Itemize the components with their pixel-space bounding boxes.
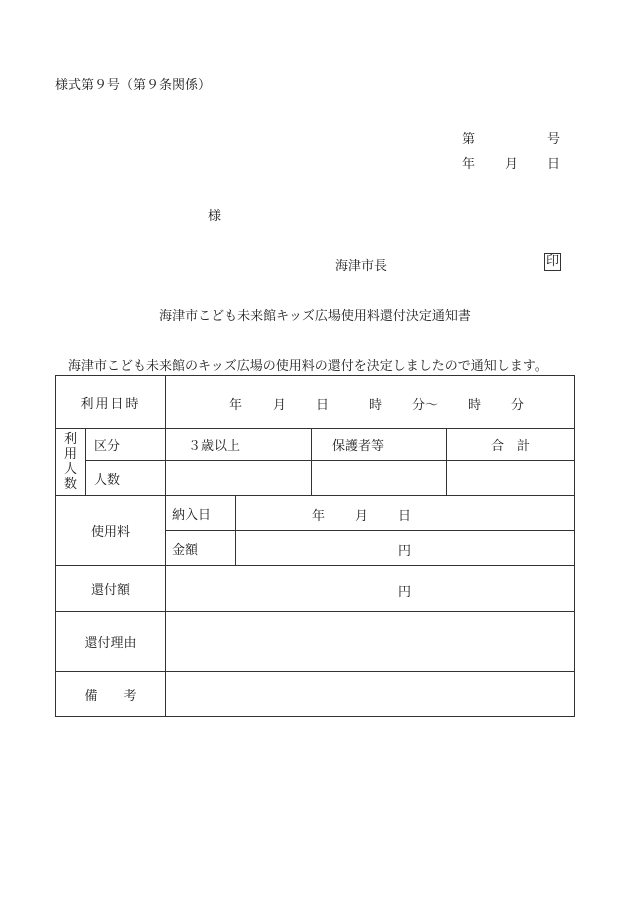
count-total-cell[interactable] <box>447 461 575 496</box>
remarks-cell[interactable] <box>166 672 575 717</box>
fee-label: 使用料 <box>56 496 166 566</box>
usage-minute-start: 分～ <box>412 398 439 413</box>
form-number: 様式第９号（第９条関係） <box>55 78 212 93</box>
date-year: 年 <box>462 157 476 172</box>
usage-day: 日 <box>316 398 330 413</box>
refund-amount-unit: 円 <box>398 584 412 600</box>
usage-datetime-value <box>166 376 575 429</box>
count-row <box>56 461 575 496</box>
refund-reason-row <box>56 612 575 672</box>
addressee-suffix: 様 <box>208 209 222 224</box>
remarks-label: 備 考 <box>56 672 166 717</box>
usage-month: 月 <box>273 398 287 413</box>
body-text: 海津市こども未来館のキッズ広場の使用料の還付を決定しましたので通知します。 <box>68 359 548 374</box>
date-day: 日 <box>547 157 561 172</box>
category-label: 区分 <box>86 429 166 461</box>
count-age3-cell[interactable] <box>166 461 312 496</box>
payment-day: 日 <box>398 509 412 524</box>
doc-number-suffix: 号 <box>547 132 561 147</box>
usage-datetime-row <box>56 376 575 429</box>
usage-hour-start: 時 <box>369 398 383 413</box>
category-total: 合 計 <box>447 429 575 461</box>
remarks-row <box>56 672 575 717</box>
usage-year: 年 <box>229 398 243 413</box>
users-label-char-4: 数 <box>63 477 77 492</box>
users-vertical-label <box>56 429 86 496</box>
category-row <box>56 429 575 461</box>
amount-label: 金額 <box>166 531 236 566</box>
refund-reason-label: 還付理由 <box>56 612 166 672</box>
usage-datetime-label: 利用日時 <box>56 376 166 429</box>
payment-date-value <box>236 496 575 531</box>
usage-minute-end: 分 <box>511 398 525 413</box>
refund-table <box>55 375 575 717</box>
payment-year: 年 <box>312 509 326 524</box>
refund-amount-row <box>56 566 575 612</box>
payment-date-label: 納入日 <box>166 496 236 531</box>
amount-value <box>236 531 575 566</box>
users-label-char-1: 利 <box>63 432 77 447</box>
refund-amount-value <box>166 566 575 612</box>
category-age3: ３歳以上 <box>166 429 312 461</box>
issuer-name: 海津市長 <box>335 259 388 274</box>
category-guardian: 保護者等 <box>312 429 447 461</box>
count-guardian-cell[interactable] <box>312 461 447 496</box>
date-month: 月 <box>505 157 519 172</box>
users-label-char-2: 用 <box>63 447 77 462</box>
count-label: 人数 <box>86 461 166 496</box>
amount-unit: 円 <box>398 544 412 559</box>
seal-mark <box>544 253 561 271</box>
payment-date-row <box>56 496 575 531</box>
seal-text: 印 <box>546 254 560 269</box>
document-title: 海津市こども未来館キッズ広場使用料還付決定通知書 <box>159 309 471 324</box>
payment-month: 月 <box>355 509 369 524</box>
users-label-char-3: 人 <box>63 462 77 477</box>
doc-number-prefix: 第 <box>462 132 476 147</box>
usage-hour-end: 時 <box>468 398 482 413</box>
refund-reason-cell[interactable] <box>166 612 575 672</box>
refund-amount-label: 還付額 <box>56 566 166 612</box>
